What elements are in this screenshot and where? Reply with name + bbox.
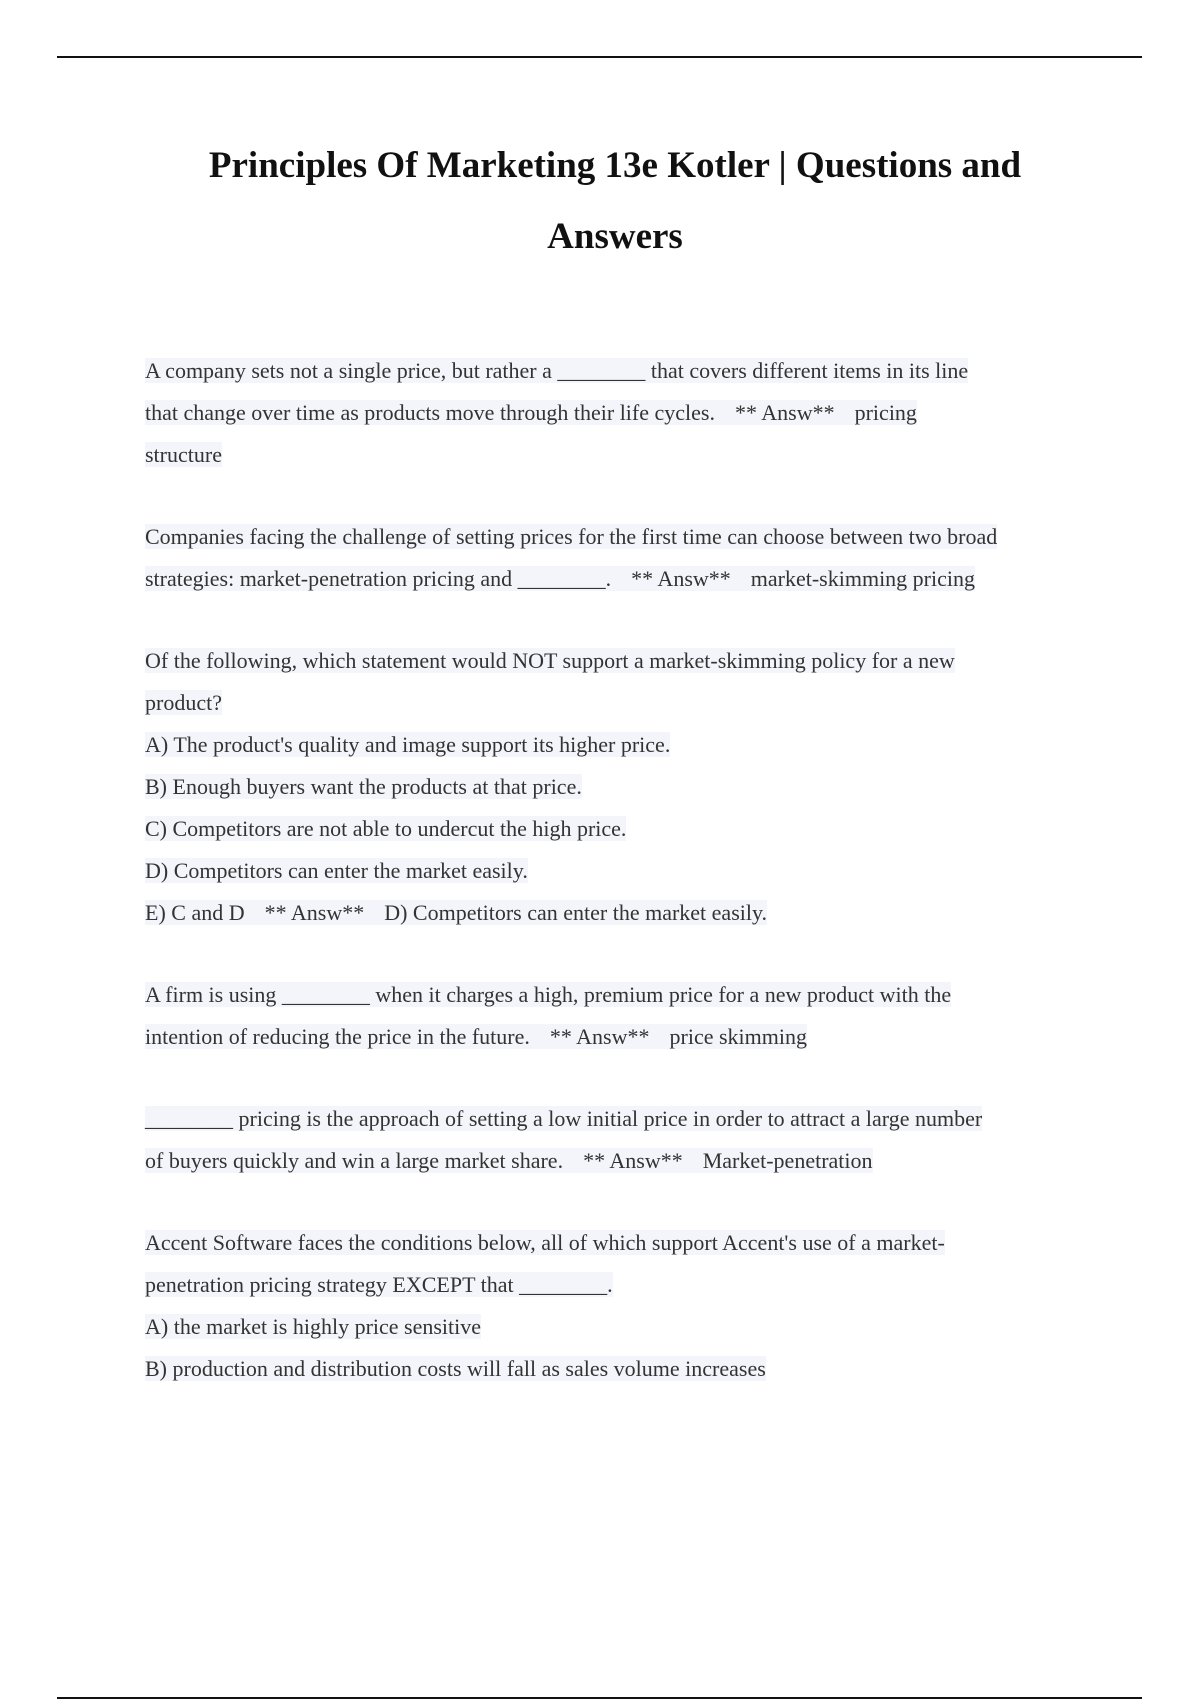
option-item: E) C and D ** Answ** D) Competitors can enter the market easily. <box>145 900 768 925</box>
question-line: that change over time as products move through their life cycles. ** Answ** pricing <box>145 400 917 425</box>
top-rule <box>57 56 1142 58</box>
answer-text: market-skimming pricing <box>750 566 975 591</box>
answer-tag: ** Answ** <box>530 1024 670 1049</box>
question-line: Companies facing the challenge of setting prices for the first time can choose between two broad <box>145 524 998 549</box>
option-item: B) Enough buyers want the products at that price. <box>145 774 582 799</box>
option-item: A) The product's quality and image support its higher price. <box>145 732 671 757</box>
answer-text: pricing <box>854 400 917 425</box>
qa-item-6 <box>145 1222 1105 1390</box>
option-item: B) production and distribution costs will fall as sales volume increases <box>145 1356 766 1381</box>
option-item: C) Competitors are not able to undercut the high price. <box>145 816 627 841</box>
answer-tag: ** Answ** <box>563 1148 703 1173</box>
answer-text: Market-penetration <box>702 1148 873 1173</box>
answer-continuation: structure <box>145 442 222 467</box>
answer-text: D) Competitors can enter the market easily. <box>384 900 768 925</box>
qa-item-4 <box>145 974 1105 1058</box>
question-line: strategies: market-penetration pricing and ________. ** Answ** market-skimming pricing <box>145 566 975 591</box>
page-title <box>120 130 1110 272</box>
bottom-rule <box>57 1697 1142 1699</box>
question-line: Accent Software faces the conditions below, all of which support Accent's use of a market- <box>145 1230 945 1255</box>
question-line: ________ pricing is the approach of setting a low initial price in order to attract a large number <box>145 1106 983 1131</box>
question-line: product? <box>145 690 222 715</box>
answer-text: price skimming <box>669 1024 807 1049</box>
answer-tag: ** Answ** <box>245 900 385 925</box>
option-item: D) Competitors can enter the market easily. <box>145 858 528 883</box>
qa-item-2 <box>145 516 1105 600</box>
answer-tag: ** Answ** <box>611 566 751 591</box>
question-line: A firm is using ________ when it charges a high, premium price for a new product with the <box>145 982 952 1007</box>
question-line: of buyers quickly and win a large market share. ** Answ** Market-penetration <box>145 1148 873 1173</box>
question-line: Of the following, which statement would NOT support a market-skimming policy for a new <box>145 648 955 673</box>
answer-tag: ** Answ** <box>715 400 855 425</box>
question-line: A company sets not a single price, but rather a ________ that covers different items in its line <box>145 358 969 383</box>
qa-content <box>145 350 1105 1430</box>
question-line: penetration pricing strategy EXCEPT that ________. <box>145 1272 613 1297</box>
qa-item-5 <box>145 1098 1105 1182</box>
question-line: intention of reducing the price in the future. ** Answ** price skimming <box>145 1024 807 1049</box>
qa-item-3 <box>145 640 1105 934</box>
title-line-2: Answers <box>547 216 683 257</box>
option-item: A) the market is highly price sensitive <box>145 1314 482 1339</box>
title-line-1: Principles Of Marketing 13e Kotler | Questions and <box>208 145 1022 186</box>
qa-item-1 <box>145 350 1105 476</box>
